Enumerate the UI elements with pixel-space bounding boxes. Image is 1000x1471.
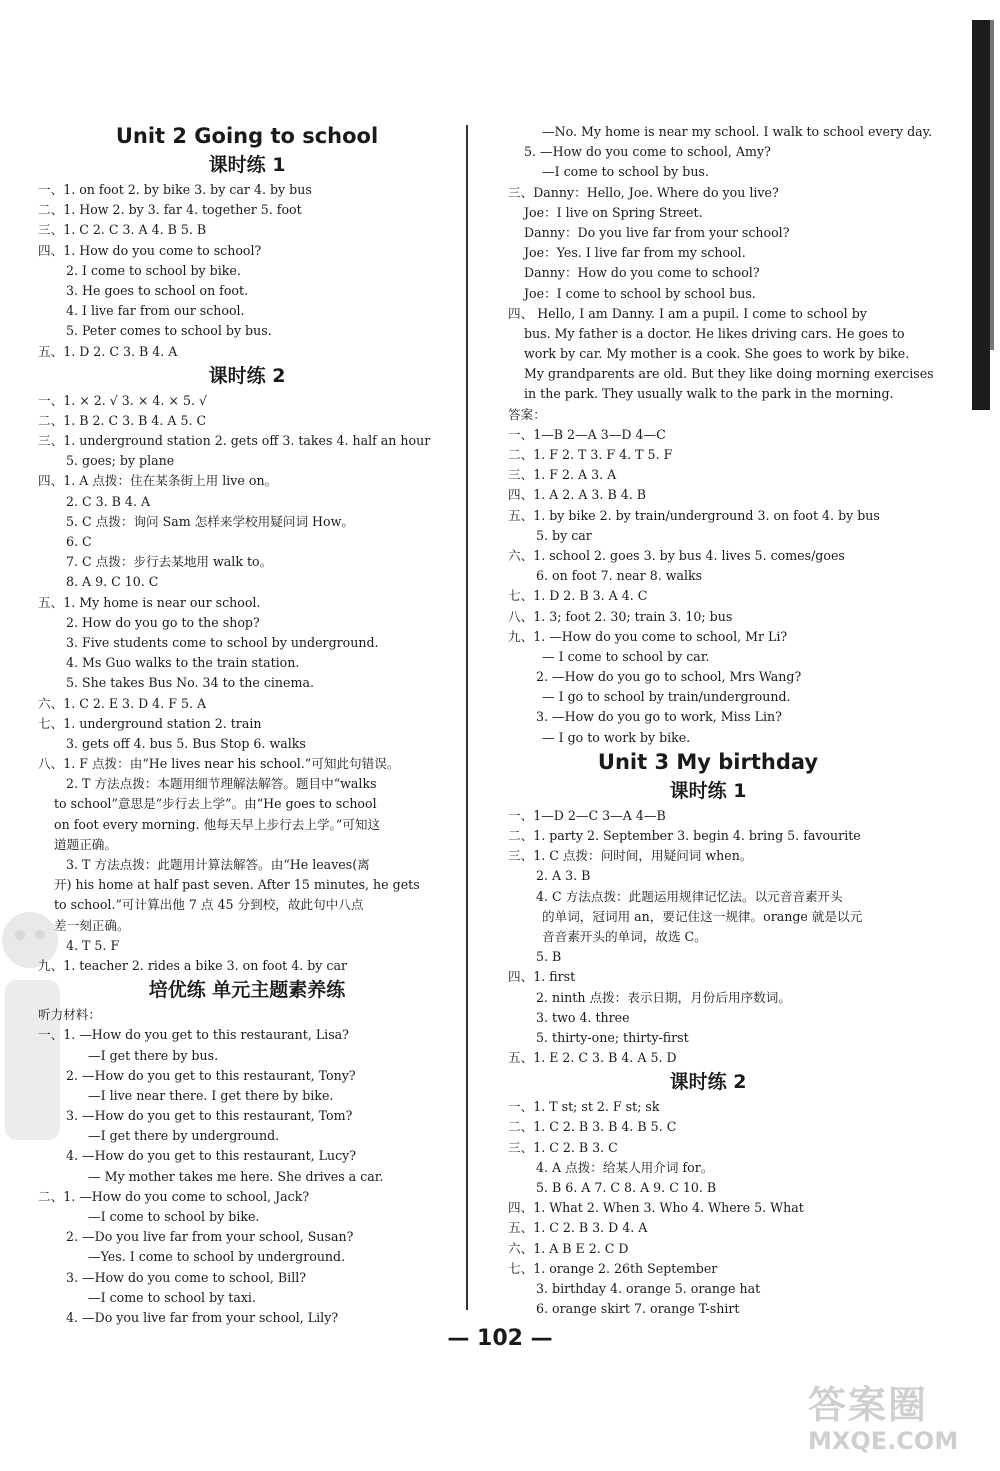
answer-line: in the park. They usually walk to the park in the morning.: [524, 386, 894, 402]
section-title: 课时练 1: [208, 154, 286, 176]
answer-line: Danny：How do you come to school?: [524, 265, 760, 281]
answer-line: 4. T 5. F: [66, 937, 120, 953]
watermark-mark: 答案圈: [808, 1383, 929, 1427]
answer-line: 三、1. F 2. A 3. A: [508, 467, 617, 483]
answer-line: 五、1. D 2. C 3. B 4. A: [38, 343, 178, 359]
answer-line: 八、1. 3; foot 2. 30; train 3. 10; bus: [508, 608, 733, 624]
answer-line: 3. Five students come to school by underground.: [66, 634, 379, 650]
answer-line: —I get there by underground.: [88, 1128, 280, 1144]
answer-line: 一、1—D 2—C 3—A 4—B: [508, 807, 666, 823]
answer-line: —I come to school by bike.: [88, 1209, 260, 1224]
answer-line: 三、1. underground station 2. gets off 3. takes 4. half an hour: [38, 433, 431, 449]
answer-line: 4. Ms Guo walks to the train station.: [66, 655, 300, 671]
answer-line: 五、1. My home is near our school.: [38, 594, 261, 610]
answer-line: 开) his home at half past seven. After 15 minutes, he gets: [54, 877, 420, 893]
answer-line: 2. —Do you live far from your school, Susan?: [66, 1229, 354, 1245]
answer-line: 一、1. × 2. √ 3. × 4. × 5. √: [38, 392, 208, 408]
answer-line: — I go to work by bike.: [542, 729, 691, 745]
answer-line: —I come to school by taxi.: [88, 1289, 256, 1305]
answer-line: — I go to school by train/underground.: [542, 689, 791, 705]
answer-line: 四、1. first: [508, 969, 576, 985]
answer-line: 四、1. How do you come to school?: [38, 242, 262, 258]
answer-line: 4. C 方法点拨：此题运用规律记忆法。以元音音素开头: [536, 888, 843, 904]
answer-line: Danny：Do you live far from your school?: [524, 224, 790, 240]
answer-line: 七、1. underground station 2. train: [38, 715, 262, 731]
section-title: 培优练 单元主题素养练: [148, 979, 346, 1002]
answer-line: 三、1. C 点拨：问时间，用疑问词 when。: [508, 848, 753, 864]
unit-title: Unit 2 Going to school: [115, 124, 379, 148]
answer-line: 2. —How do you go to school, Mrs Wang?: [536, 669, 802, 685]
answer-line: 一、1. on foot 2. by bike 3. by car 4. by bus: [38, 182, 312, 197]
answer-line: 四、1. A 2. A 3. B 4. B: [508, 487, 646, 503]
answer-line: 5. Peter comes to school by bus.: [66, 323, 272, 339]
answer-line: 2. I come to school by bike.: [66, 262, 241, 278]
answer-line: 八、1. F 点拨：由“He lives near his school.”可知此句错误。: [38, 756, 400, 772]
answer-line: 4. I live far from our school.: [66, 303, 245, 319]
answer-line: 三、1. C 2. C 3. A 4. B 5. B: [38, 222, 207, 238]
answer-line: on foot every morning. 他每天早上步行去上学。”可知这: [54, 816, 381, 832]
answer-line: — I come to school by car.: [542, 648, 710, 664]
answer-line: 二、1. C 2. B 3. B 4. B 5. C: [508, 1119, 677, 1135]
answer-line: Joe：I come to school by school bus.: [524, 285, 756, 301]
answer-line: 五、1. C 2. B 3. D 4. A: [508, 1220, 648, 1236]
binding-edge-bar: [972, 20, 990, 410]
binding-edge-shadow: [990, 20, 994, 350]
answer-line: 5. —How do you come to school, Amy?: [524, 144, 771, 160]
answer-line: 3. —How do you get to this restaurant, Tom?: [66, 1108, 353, 1124]
answer-line: —I come to school by bus.: [542, 164, 709, 180]
answer-line: 的单词，冠词用 an，要记住这一规律。orange 就是以元: [542, 908, 863, 924]
answer-line: 四、1. A 点拨：住在某条街上用 live on。: [38, 473, 278, 489]
answer-line: 6. C: [66, 534, 92, 549]
answer-line: 六、1. C 2. E 3. D 4. F 5. A: [38, 695, 207, 711]
answer-line: 2. C 3. B 4. A: [66, 493, 151, 509]
answer-line: work by car. My mother is a cook. She goes to work by bike.: [524, 346, 910, 362]
left-column: [38, 122, 456, 1328]
answer-line: 二、1. F 2. T 3. F 4. T 5. F: [508, 447, 673, 462]
answer-line: 8. A 9. C 10. C: [66, 574, 159, 590]
answer-line: 2. A 3. B: [536, 868, 591, 884]
answer-line: 七、1. D 2. B 3. A 4. C: [508, 588, 648, 604]
answer-line: 5. C 点拨：询问 Sam 怎样来学校用疑问词 How。: [66, 513, 354, 529]
answer-line: 音音素开头的单词，故选 C。: [542, 928, 707, 944]
answer-line: —Yes. I come to school by underground.: [88, 1249, 346, 1265]
answer-line: 听力材料：: [38, 1007, 101, 1023]
section-title: 课时练 1: [669, 779, 747, 802]
answer-line: 五、1. E 2. C 3. B 4. A 5. D: [508, 1050, 677, 1066]
answer-line: 5. B: [536, 949, 562, 965]
answer-line: 二、1. How 2. by 3. far 4. together 5. foot: [38, 202, 302, 218]
answer-line: 七、1. orange 2. 26th September: [508, 1260, 718, 1276]
answer-line: 5. goes; by plane: [66, 453, 175, 469]
section-title: 课时练 2: [669, 1071, 747, 1094]
answer-line: 九、1. —How do you come to school, Mr Li?: [508, 628, 788, 644]
answer-line: 三、Danny：Hello, Joe. Where do you live?: [508, 184, 779, 200]
answer-line: 6. orange skirt 7. orange T-shirt: [536, 1301, 740, 1317]
answer-line: bus. My father is a doctor. He likes driving cars. He goes to: [524, 325, 905, 341]
answer-line: —I live near there. I get there by bike.: [88, 1087, 334, 1103]
answer-line: 二、1. B 2. C 3. B 4. A 5. C: [38, 412, 207, 428]
answer-line: 答案：: [508, 406, 546, 422]
answer-line: 四、1. What 2. When 3. Who 4. Where 5. What: [508, 1200, 804, 1216]
answer-line: — My mother takes me here. She drives a car.: [88, 1168, 384, 1184]
answer-line: 5. She takes Bus No. 34 to the cinema.: [66, 675, 314, 691]
answer-line: 3. —How do you come to school, Bill?: [66, 1269, 307, 1285]
answer-line: 4. —Do you live far from your school, Lily?: [66, 1309, 339, 1325]
answer-line: 3. two 4. three: [536, 1009, 630, 1025]
answer-line: 六、1. school 2. goes 3. by bus 4. lives 5. comes/goes: [508, 547, 845, 563]
column-divider: [466, 125, 468, 1310]
answer-line: to school.”可计算出他 7 点 45 分到校，故此句中八点: [54, 897, 364, 913]
answer-line: —No. My home is near my school. I walk to school every day.: [542, 124, 933, 139]
answer-line: Joe：I live on Spring Street.: [524, 204, 703, 220]
answer-line: 3. He goes to school on foot.: [66, 282, 249, 298]
answer-line: 4. A 点拨：给某人用介词 for。: [536, 1159, 714, 1175]
answer-line: —I get there by bus.: [88, 1047, 219, 1063]
watermark-logo: [808, 1382, 993, 1462]
answer-line: 5. by car: [536, 527, 592, 543]
page-number: — 102 —: [447, 1326, 553, 1351]
answer-line: 九、1. teacher 2. rides a bike 3. on foot 4. by car: [38, 957, 347, 973]
answer-line: My grandparents are old. But they like doing morning exercises: [524, 366, 934, 382]
answer-line: 3. T 方法点拨：此题用计算法解答。由“He leaves(离: [66, 857, 370, 872]
answer-line: 四、 Hello, I am Danny. I am a pupil. I come to school by: [508, 305, 867, 321]
answer-line: 六、1. A B E 2. C D: [508, 1240, 629, 1256]
answer-line: 4. —How do you get to this restaurant, Lucy?: [66, 1148, 357, 1164]
answer-line: 2. T 方法点拨：本题用细节理解法解答。题目中“walks: [66, 776, 377, 792]
answer-line: 6. on foot 7. near 8. walks: [536, 568, 703, 584]
answer-line: 二、1. —How do you come to school, Jack?: [38, 1188, 310, 1204]
answer-line: 2. How do you go to the shop?: [66, 614, 260, 630]
answer-line: 3. birthday 4. orange 5. orange hat: [536, 1280, 761, 1296]
section-title: 课时练 2: [208, 364, 286, 387]
answer-line: 5. B 6. A 7. C 8. A 9. C 10. B: [536, 1180, 717, 1195]
answer-line: 一、1. —How do you get to this restaurant, Lisa?: [38, 1027, 349, 1043]
answer-line: 五、1. by bike 2. by train/underground 3. on foot 4. by bus: [508, 507, 880, 523]
answer-line: 2. —How do you get to this restaurant, Tony?: [66, 1067, 356, 1083]
answer-line: 三、1. C 2. B 3. C: [508, 1139, 618, 1155]
answer-line: Joe：Yes. I live far from my school.: [524, 245, 746, 261]
answer-line: 一、1—B 2—A 3—D 4—C: [508, 426, 666, 442]
answer-line: 5. thirty-one; thirty-first: [536, 1029, 689, 1045]
answer-line: 3. gets off 4. bus 5. Bus Stop 6. walks: [66, 735, 306, 751]
answer-line: 3. —How do you go to work, Miss Lin?: [536, 709, 782, 725]
answer-line: 差一刻正确。: [54, 917, 130, 933]
answer-line: 二、1. party 2. September 3. begin 4. bring 5. favourite: [508, 828, 861, 843]
watermark-url: MXQE.COM: [808, 1427, 959, 1455]
unit-title: Unit 3 My birthday: [597, 749, 819, 774]
answer-line: 道题正确。: [54, 836, 117, 852]
answer-line: 7. C 点拨：步行去某地用 walk to。: [66, 554, 273, 570]
answer-line: to school”意思是“步行去上学”。由“He goes to school: [54, 796, 377, 812]
right-column: [508, 122, 934, 1319]
answer-line: 2. ninth 点拨：表示日期，月份后用序数词。: [536, 989, 791, 1005]
answer-line: 一、1. T st; st 2. F st; sk: [508, 1099, 660, 1115]
